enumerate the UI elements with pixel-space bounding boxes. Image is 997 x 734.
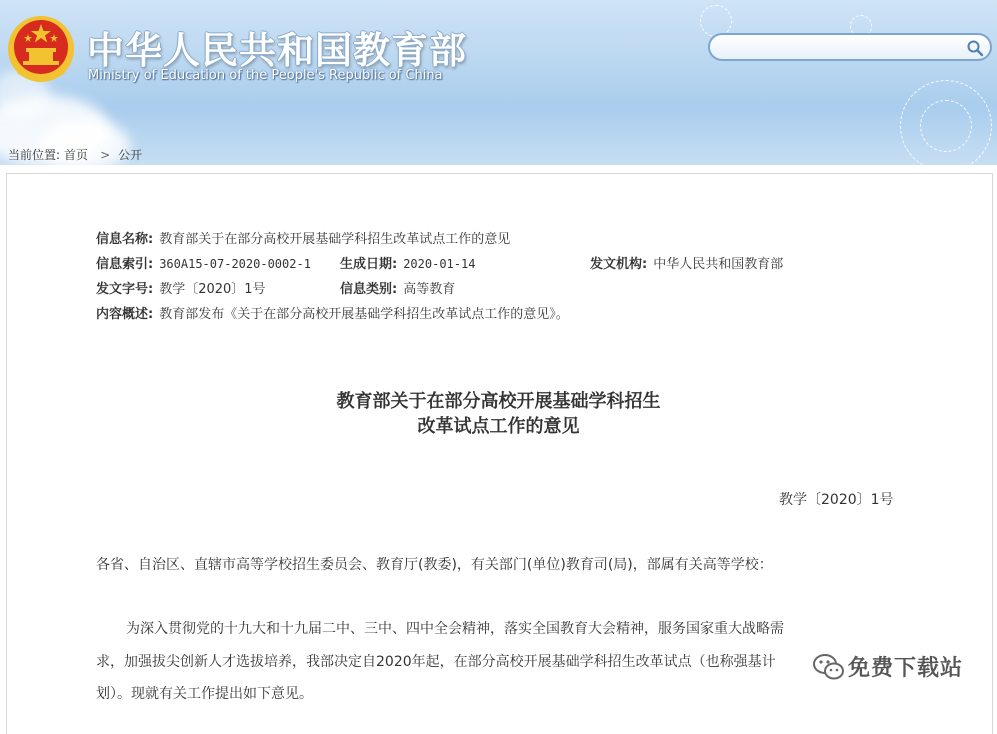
watermark-text: 免费下载站 <box>848 656 964 681</box>
document-paragraph-line: 求，加强拔尖创新人才选拔培养，我部决定自2020年起，在部分高校开展基础学科招生改革试点（也称强基计 <box>96 654 776 670</box>
meta-category-label: 信息类别: <box>340 282 398 297</box>
meta-index-value: 360A15-07-2020-0002-1 <box>159 257 311 271</box>
document-number: 教学〔2020〕1号 <box>779 492 894 508</box>
breadcrumb-home-link[interactable]: 首页 <box>64 148 89 162</box>
wechat-icon <box>812 652 846 682</box>
breadcrumb-current-link[interactable]: 公开 <box>118 148 143 162</box>
site-header <box>0 0 997 165</box>
site-title: 中华人民共和国教育部 <box>87 29 467 72</box>
search-box <box>708 33 992 61</box>
meta-org-row <box>590 253 783 272</box>
document-title-line1: 教育部关于在部分高校开展基础学科招生 <box>336 391 661 412</box>
dandelion-decoration <box>920 100 972 152</box>
meta-category-row <box>340 278 455 297</box>
meta-docno-label: 发文字号: <box>96 282 154 297</box>
site-subtitle: Ministry of Education of the People's Republic of China <box>88 68 443 83</box>
search-icon[interactable] <box>966 39 984 57</box>
meta-docno-value: 教学〔2020〕1号 <box>159 282 266 297</box>
breadcrumb-prefix: 当前位置: <box>8 148 61 162</box>
meta-name-row <box>96 228 510 247</box>
document-title-line2: 改革试点工作的意见 <box>417 416 580 437</box>
breadcrumb-separator: > <box>100 148 111 162</box>
watermark <box>812 650 987 684</box>
search-input[interactable] <box>720 38 964 58</box>
meta-docno-row <box>96 278 266 297</box>
meta-date-value: 2020-01-14 <box>403 257 476 271</box>
document-paragraph-line: 划）。现就有关工作提出如下意见。 <box>96 686 313 702</box>
document-salutation: 各省、自治区、直辖市高等学校招生委员会、教育厅(教委)，有关部门(单位)教育司(局)，部属有关高等学校： <box>96 557 773 573</box>
meta-date-row <box>340 253 475 272</box>
meta-org-label: 发文机构: <box>590 257 648 272</box>
breadcrumb <box>8 146 146 163</box>
meta-name-value: 教育部关于在部分高校开展基础学科招生改革试点工作的意见 <box>159 232 511 247</box>
meta-index-label: 信息索引: <box>96 257 154 272</box>
meta-summary-label: 内容概述: <box>96 307 154 322</box>
document-paragraph-line: 为深入贯彻党的十九大和十九届二中、三中、四中全会精神，落实全国教育大会精神，服务国家重大战略需 <box>126 621 784 637</box>
meta-category-value: 高等教育 <box>403 282 456 297</box>
meta-summary-value: 教育部发布《关于在部分高校开展基础学科招生改革试点工作的意见》。 <box>159 307 569 322</box>
national-emblem-icon[interactable] <box>6 14 76 84</box>
meta-name-label: 信息名称: <box>96 232 154 247</box>
meta-index-row <box>96 253 311 272</box>
meta-org-value: 中华人民共和国教育部 <box>653 257 784 272</box>
meta-date-label: 生成日期: <box>340 257 398 272</box>
meta-summary-row <box>96 303 569 322</box>
